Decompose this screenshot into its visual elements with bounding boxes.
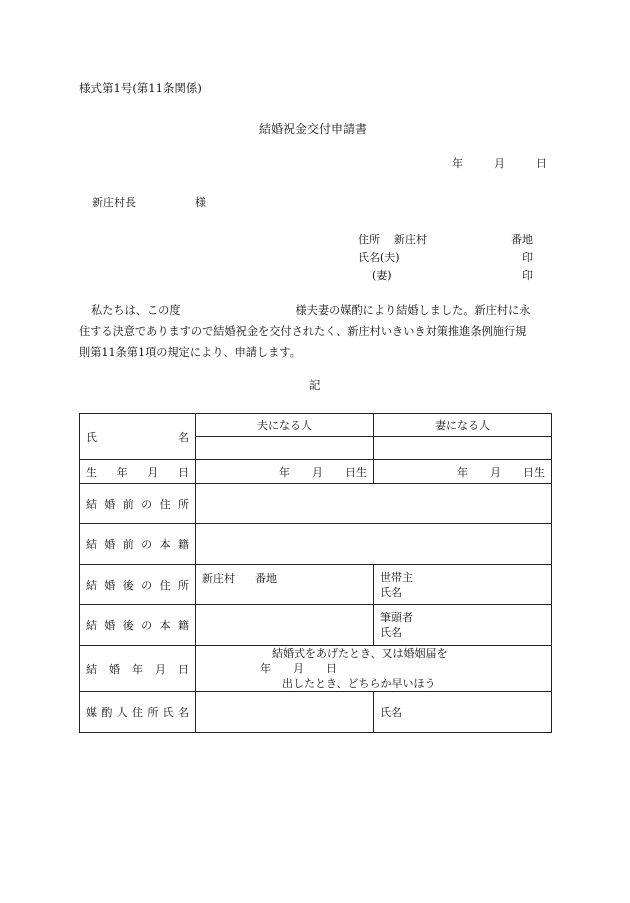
- matchmaker-label-cell: 媒 酌 人 住 所 氏 名: [80, 692, 196, 733]
- marriage-date-cell[interactable]: [196, 646, 552, 692]
- householder-label: 世帯主: [380, 570, 413, 584]
- matchmaker-name-cell[interactable]: [374, 692, 552, 733]
- post-domicile-cell[interactable]: [196, 605, 374, 646]
- application-table: [79, 413, 552, 733]
- wife-seal: 印: [522, 269, 533, 282]
- marriage-date-note-1: 結婚式をあげたとき、又は婚姻届を: [272, 647, 448, 660]
- addressee-mayor: 新庄村長: [92, 196, 136, 209]
- matchmaker-address-cell[interactable]: [196, 692, 374, 733]
- matchmaker-name-label: 氏名: [380, 706, 402, 719]
- post-domicile-label-cell: 結 婚 後 の 本 籍: [80, 605, 196, 646]
- body-line-1: 私たちは、この度 様夫妻の媒酌により結婚しました。新庄村に永: [91, 304, 531, 317]
- applicant-address-village: 新庄村: [394, 233, 427, 246]
- document-title: 結婚祝金交付申請書: [259, 122, 368, 136]
- applicant-name-label: 氏名(夫): [358, 251, 400, 264]
- name-label-cell: 氏 名: [80, 414, 196, 460]
- applicant-address-suffix: 番地: [511, 233, 533, 246]
- date-day: 日: [536, 157, 547, 170]
- body-line-3: 則第11条第1項の規定により、申請します。: [79, 346, 301, 359]
- pre-address-cell[interactable]: [196, 484, 552, 524]
- date-month: 月: [494, 157, 505, 170]
- husband-seal: 印: [522, 251, 533, 264]
- marriage-date-label-cell: 結 婚 年 月 日: [80, 646, 196, 692]
- post-address-cell[interactable]: 新庄村 番地: [196, 565, 374, 605]
- applicant-address-label: 住所: [358, 233, 380, 246]
- head-of-register-name-label: 氏名: [380, 626, 402, 639]
- addressee-honorific: 様: [195, 196, 206, 209]
- date-line: [452, 155, 547, 171]
- body-paragraph: [79, 300, 551, 363]
- ki-mark: 記: [309, 378, 321, 392]
- wife-header: 妻になる人: [374, 414, 552, 437]
- husband-header: 夫になる人: [196, 414, 374, 437]
- wife-name-cell[interactable]: [374, 437, 552, 460]
- householder-cell[interactable]: [374, 565, 552, 605]
- householder-name-label: 氏名: [380, 585, 402, 599]
- head-of-register-label: 筆頭者: [380, 611, 413, 624]
- applicant-wife-label: (妻): [372, 269, 392, 282]
- body-line-2: 住する決意でありますので結婚祝金を交付されたく、新庄村いきいき対策推進条例施行規: [79, 325, 527, 338]
- husband-name-cell[interactable]: [196, 437, 374, 460]
- date-year: 年: [452, 157, 463, 170]
- addressee: [92, 194, 206, 210]
- post-address-label-cell: 結 婚 後 の 住 所: [80, 565, 196, 605]
- head-of-register-cell[interactable]: [374, 605, 552, 646]
- form-number: 様式第1号(第11条関係): [79, 81, 202, 95]
- pre-address-label-cell: 結 婚 前 の 住 所: [80, 484, 196, 524]
- marriage-date-note-2: 出したとき、どちらか早いほう: [282, 677, 436, 690]
- birth-label-cell: 生 年 月 日: [80, 460, 196, 484]
- husband-birthdate-cell[interactable]: 年 月 日生: [196, 460, 374, 484]
- pre-domicile-label-cell: 結 婚 前 の 本 籍: [80, 524, 196, 565]
- wife-birthdate-cell[interactable]: 年 月 日生: [374, 460, 552, 484]
- marriage-date-ymd: 年 月 日: [260, 662, 337, 675]
- pre-domicile-cell[interactable]: [196, 524, 552, 565]
